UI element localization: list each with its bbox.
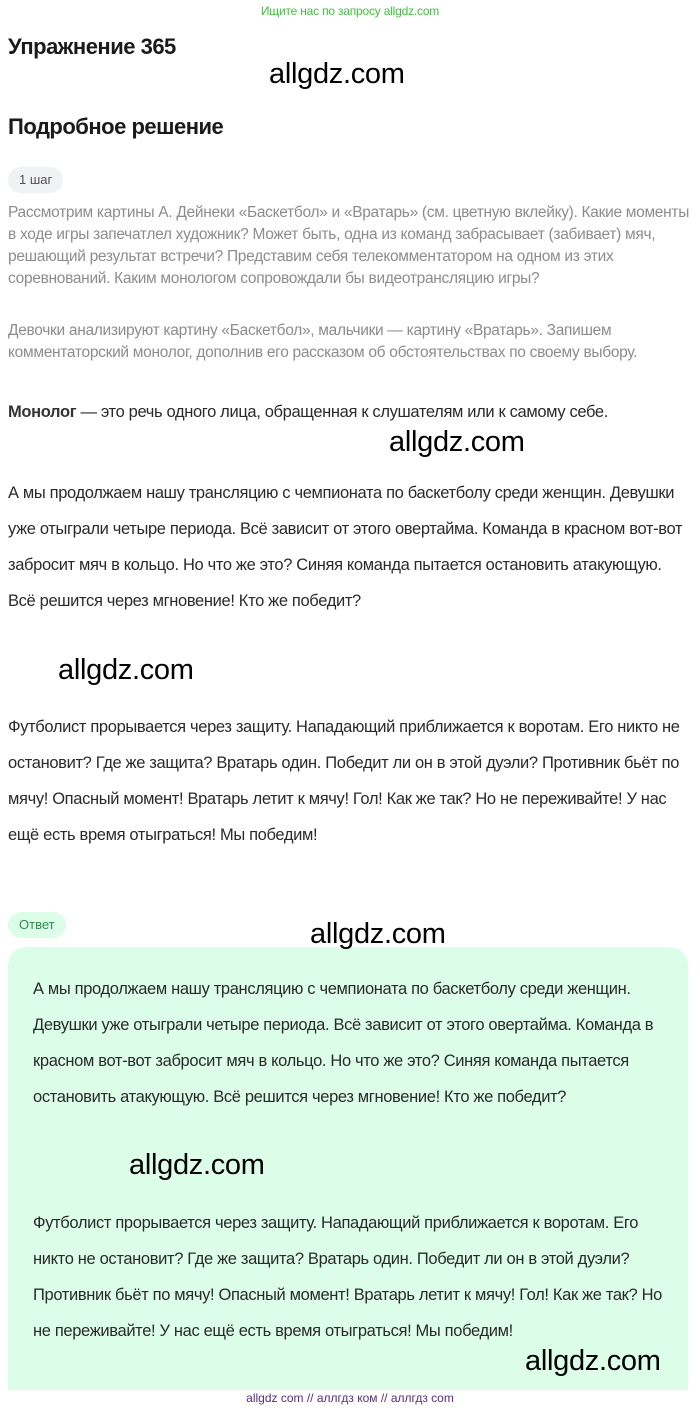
top-banner[interactable]: Ищите нас по запросу allgdz.com bbox=[260, 4, 440, 18]
page-title: Упражнение 365 bbox=[8, 34, 176, 59]
footer-links[interactable]: allgdz com // аллгдз ком // аллгдз com bbox=[246, 1391, 454, 1405]
step-badge: 1 шаг bbox=[8, 167, 63, 193]
definition bbox=[8, 394, 678, 430]
solution-paragraph: А мы продолжаем нашу трансляцию с чемпионата по баскетболу среди женщин. Девушки уже отыграли четыре периода. Всё зависит от этого овертайма. Команда в красном вот-вот забросит мяч в кольцо. Но что же это? Синяя команда пытается остановить атакующую. Всё решится через мгновение! Кто же победит? bbox=[8, 484, 683, 610]
task-paragraph: Девочки анализируют картину «Баскетбол», мальчики — картину «Вратарь». Запишем комментаторский монолог, дополнив его рассказом об обстоятельствах по своему выбору. bbox=[8, 322, 638, 361]
definition-term: Монолог bbox=[8, 403, 77, 421]
solution-paragraph: Футболист прорывается через защиту. Нападающий приближается к воротам. Его никто не остановит? Где же защита? Вратарь один. Победит ли он в этой дуэли? Противник бьёт по мячу! Опасный момент! Вратарь летит к мячу! Гол! Как же так? Но не переживайте! У нас ещё есть время отыграться! Мы победим! bbox=[8, 718, 680, 844]
section-title: Подробное решение bbox=[8, 114, 224, 139]
answer-badge: Ответ bbox=[8, 912, 66, 938]
answer-paragraph: Футболист прорывается через защиту. Нападающий приближается к воротам. Его никто не остановит? Где же защита? Вратарь один. Победит ли он в этой дуэли? Противник бьёт по мячу! Опасный момент! Вратарь летит к мячу! Гол! Как же так? Но не переживайте! У нас ещё есть время отыграться! Мы победим! bbox=[33, 1214, 662, 1340]
watermark: allgdz.com bbox=[389, 426, 525, 458]
watermark: allgdz.com bbox=[58, 654, 194, 686]
watermark: allgdz.com bbox=[269, 58, 405, 90]
watermark: allgdz.com bbox=[310, 918, 446, 950]
definition-text: — это речь одного лица, обращенная к слушателям или к самому себе. bbox=[76, 403, 608, 421]
task-paragraph: Рассмотрим картины А. Дейнеки «Баскетбол» и «Вратарь» (см. цветную вклейку). Какие моменты в ходе игры запечатлел художник? Может быть, одна из команд забрасывает (забивает) мяч, решающий результат встречи? Представим себя телекомментатором на одном из этих соревнований. Каким монологом сопровождали бы видеотрансляцию игры? bbox=[8, 204, 690, 287]
answer-paragraph: А мы продолжаем нашу трансляцию с чемпионата по баскетболу среди женщин. Девушки уже отыграли четыре периода. Всё зависит от этого овертайма. Команда в красном вот-вот забросит мяч в кольцо. Но что же это? Синяя команда пытается остановить атакующую. Всё решится через мгновение! Кто же победит? bbox=[33, 980, 654, 1106]
watermark: allgdz.com bbox=[129, 1149, 265, 1181]
watermark: allgdz.com bbox=[525, 1345, 661, 1377]
